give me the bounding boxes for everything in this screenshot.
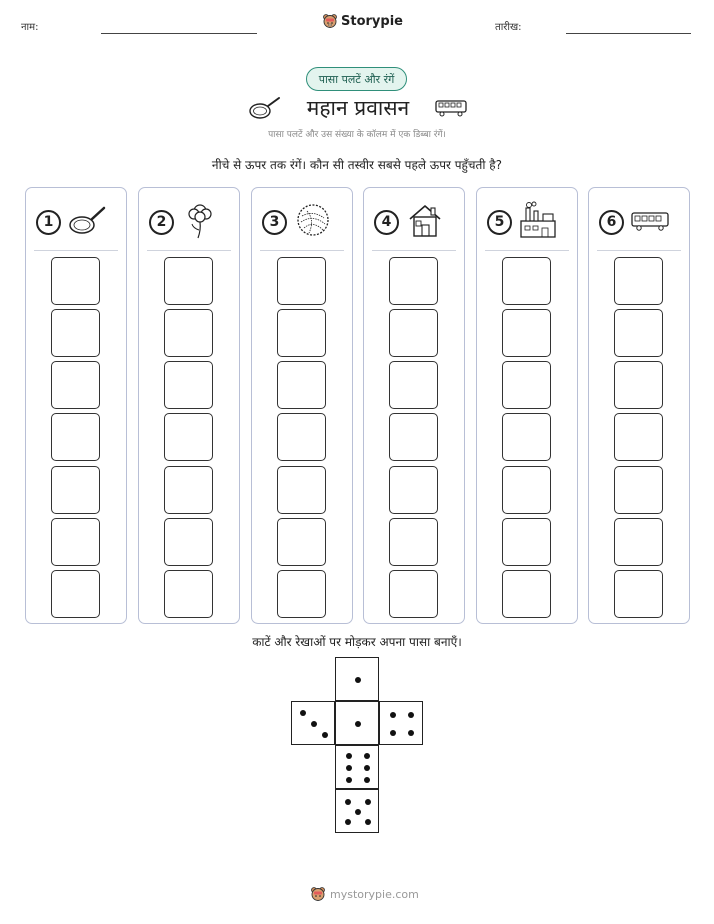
subtitle: पासा पलटें और उस संख्या के कॉलम में एक डिब्बा रंगें। xyxy=(268,130,446,140)
color-box[interactable] xyxy=(277,518,326,566)
color-box[interactable] xyxy=(614,413,663,461)
color-box[interactable] xyxy=(277,309,326,357)
die-pip xyxy=(345,799,351,805)
color-box[interactable] xyxy=(277,466,326,514)
color-box[interactable] xyxy=(502,413,551,461)
die-pip xyxy=(346,753,352,759)
die-face-3 xyxy=(291,701,335,745)
column-header xyxy=(599,202,679,242)
color-box[interactable] xyxy=(277,570,326,618)
die-face-6 xyxy=(335,745,379,789)
color-box[interactable] xyxy=(389,361,438,409)
color-box[interactable] xyxy=(164,257,213,305)
die-pip xyxy=(365,819,371,825)
column-header xyxy=(36,202,116,242)
die-pip xyxy=(311,721,317,727)
storypie-logo xyxy=(322,13,403,29)
die-face-4 xyxy=(379,701,423,745)
color-box[interactable] xyxy=(502,257,551,305)
date-line[interactable] xyxy=(566,33,691,34)
brand-name: Storypie xyxy=(341,13,403,29)
die-pip xyxy=(364,753,370,759)
name-line[interactable] xyxy=(101,33,257,34)
color-box[interactable] xyxy=(614,466,663,514)
color-box[interactable] xyxy=(502,466,551,514)
die-pip xyxy=(364,765,370,771)
die-pip xyxy=(390,730,396,736)
column-5 xyxy=(476,187,578,624)
color-box[interactable] xyxy=(614,257,663,305)
die-pip xyxy=(355,721,361,727)
color-box[interactable] xyxy=(614,518,663,566)
color-box[interactable] xyxy=(502,570,551,618)
color-box[interactable] xyxy=(164,466,213,514)
die-pip xyxy=(355,809,361,815)
column-2 xyxy=(138,187,240,624)
color-box[interactable] xyxy=(277,361,326,409)
die-pip xyxy=(365,799,371,805)
column-divider xyxy=(597,250,681,251)
column-number: 6 xyxy=(599,210,624,235)
color-box[interactable] xyxy=(389,466,438,514)
color-box[interactable] xyxy=(51,361,100,409)
color-box[interactable] xyxy=(164,518,213,566)
column-1 xyxy=(25,187,127,624)
train-icon xyxy=(434,98,468,118)
color-box[interactable] xyxy=(164,413,213,461)
color-box[interactable] xyxy=(277,257,326,305)
die-pip xyxy=(364,777,370,783)
activity-tag: पासा पलटें और रंगें xyxy=(306,67,407,91)
color-box[interactable] xyxy=(51,466,100,514)
footer xyxy=(310,886,419,902)
die-pip xyxy=(355,677,361,683)
die-pip xyxy=(322,732,328,738)
color-box[interactable] xyxy=(51,309,100,357)
color-box[interactable] xyxy=(51,257,100,305)
footer-url[interactable]: mystorypie.com xyxy=(330,887,419,901)
column-number: 5 xyxy=(487,210,512,235)
color-box[interactable] xyxy=(389,413,438,461)
die-face-1 xyxy=(335,657,379,701)
instruction: नीचे से ऊपर तक रंगें। कौन सी तस्वीर सबसे पहले ऊपर पहुँचती है? xyxy=(211,158,503,172)
color-box[interactable] xyxy=(389,570,438,618)
column-number: 1 xyxy=(36,210,61,235)
train-icon xyxy=(630,200,670,244)
frying-pan-icon xyxy=(248,95,282,121)
column-divider xyxy=(372,250,456,251)
color-box[interactable] xyxy=(277,413,326,461)
column-divider xyxy=(485,250,569,251)
color-box[interactable] xyxy=(502,361,551,409)
color-box[interactable] xyxy=(502,309,551,357)
color-box[interactable] xyxy=(164,361,213,409)
title-row xyxy=(248,93,468,123)
column-number: 2 xyxy=(149,210,174,235)
die-pip xyxy=(300,710,306,716)
die-pip xyxy=(408,712,414,718)
date-label: तारीख: xyxy=(495,22,522,33)
column-header xyxy=(487,202,567,242)
color-box[interactable] xyxy=(614,570,663,618)
color-box[interactable] xyxy=(51,413,100,461)
house-icon xyxy=(405,200,445,244)
cotton-plant-icon xyxy=(180,200,220,244)
wool-ball-icon xyxy=(293,200,333,244)
color-box[interactable] xyxy=(389,257,438,305)
column-divider xyxy=(147,250,231,251)
die-pip xyxy=(408,730,414,736)
die-face-1 xyxy=(335,701,379,745)
die-face-5 xyxy=(335,789,379,833)
column-number: 3 xyxy=(262,210,287,235)
color-box[interactable] xyxy=(502,518,551,566)
frying-pan-icon xyxy=(67,200,107,244)
color-box[interactable] xyxy=(614,361,663,409)
cut-instruction: काटें और रेखाओं पर मोड़कर अपना पासा बनाएँ। xyxy=(252,635,462,649)
page-title: महान प्रवासन xyxy=(306,96,410,120)
color-box[interactable] xyxy=(389,309,438,357)
column-header xyxy=(149,202,229,242)
color-box[interactable] xyxy=(614,309,663,357)
column-divider xyxy=(260,250,344,251)
color-box[interactable] xyxy=(164,570,213,618)
column-3 xyxy=(251,187,353,624)
color-box[interactable] xyxy=(51,570,100,618)
bear-logo-icon xyxy=(310,886,326,902)
die-pip xyxy=(345,819,351,825)
color-box[interactable] xyxy=(389,518,438,566)
column-header xyxy=(262,202,342,242)
column-number: 4 xyxy=(374,210,399,235)
die-pip xyxy=(390,712,396,718)
factory-icon xyxy=(518,200,558,244)
column-divider xyxy=(34,250,118,251)
column-4 xyxy=(363,187,465,624)
name-label: नाम: xyxy=(21,22,39,33)
die-pip xyxy=(346,777,352,783)
color-box[interactable] xyxy=(164,309,213,357)
die-pip xyxy=(346,765,352,771)
color-box[interactable] xyxy=(51,518,100,566)
column-header xyxy=(374,202,454,242)
bear-logo-icon xyxy=(322,13,338,29)
column-6 xyxy=(588,187,690,624)
